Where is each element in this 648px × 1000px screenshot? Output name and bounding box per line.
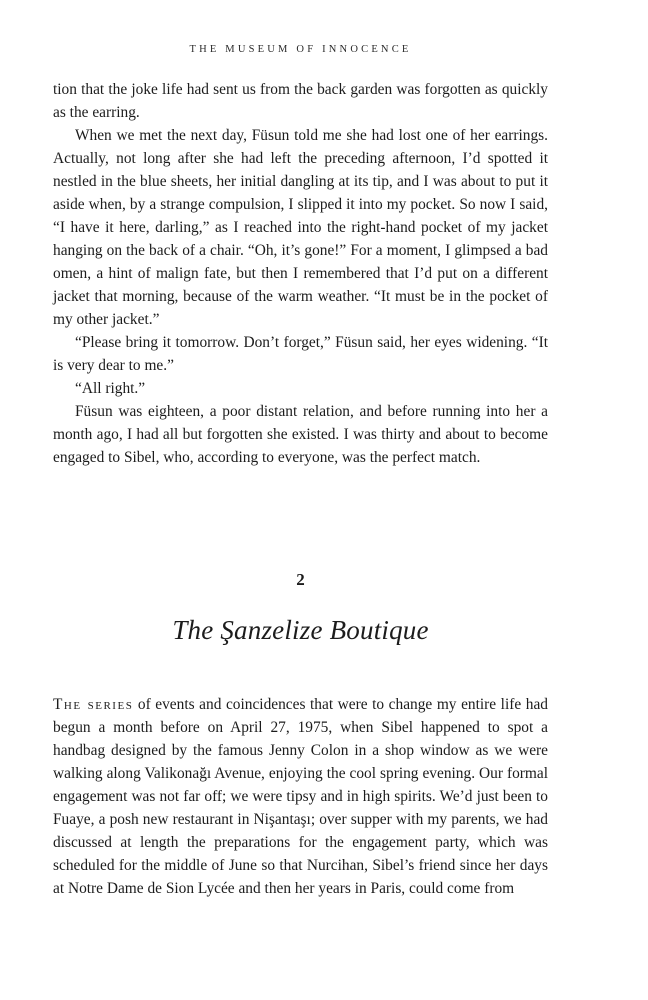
chapter-2-opening: [53, 693, 548, 900]
running-head: THE MUSEUM OF INNOCENCE: [189, 44, 412, 55]
paragraph: [53, 693, 548, 900]
paragraph: Füsun was eighteen, a poor distant relation, and before running into her a month ago, I had all but forgotten she existed. I was thirty and about to become engaged to Sibel, who, according to everyone, was the perfect match.: [53, 403, 548, 466]
paragraph-body: of events and coincidences that were to change my entire life had begun a month before on April 27, 1975, when Sibel happened to spot a handbag designed by the famous Jenny Colon in a shop window as we were walking along Valikonağı Avenue, enjoying the cool spring evening. Our formal engagement was not far off; we were tipsy and in high spirits. We’d just been to Fuaye, a posh new restaurant in Nişantaşı; over supper with my parents, we had discussed at length the preparations for the engagement party, which was scheduled for the middle of June so that Nurcihan, Sibel’s friend since her days at Notre Dame de Sion Lycée and then her years in Paris, could come from: [53, 696, 548, 897]
paragraph: tion that the joke life had sent us from the back garden was forgotten as quickly as the earring.: [53, 81, 548, 121]
chapter-title: The Şanzelize Boutique: [172, 615, 429, 645]
book-page: [53, 0, 548, 1000]
paragraph: “All right.”: [75, 380, 146, 397]
chapter-1-ending: [53, 78, 548, 469]
lead-in-smallcaps: The series: [53, 696, 134, 713]
chapter-number: 2: [296, 570, 305, 589]
paragraph: When we met the next day, Füsun told me she had lost one of her earrings. Actually, not long after she had left the preceding afternoon, I’d spotted it nestled in the blue sheets, her initial dangling at its tip, and I was about to put it aside when, by a strange compulsion, I slipped it into my pocket. So now I said, “I have it here, darling,” as I reached into the right-hand pocket of my jacket hanging on the back of a chair. “Oh, it’s gone!” For a moment, I glimpsed a bad omen, a hint of malign fate, but then I remembered that I’d put on a different jacket that morning, because of the warm weather. “It must be in the pocket of my other jacket.”: [53, 127, 548, 328]
paragraph: “Please bring it tomorrow. Don’t forget,” Füsun said, her eyes widening. “It is very dear to me.”: [53, 334, 548, 374]
